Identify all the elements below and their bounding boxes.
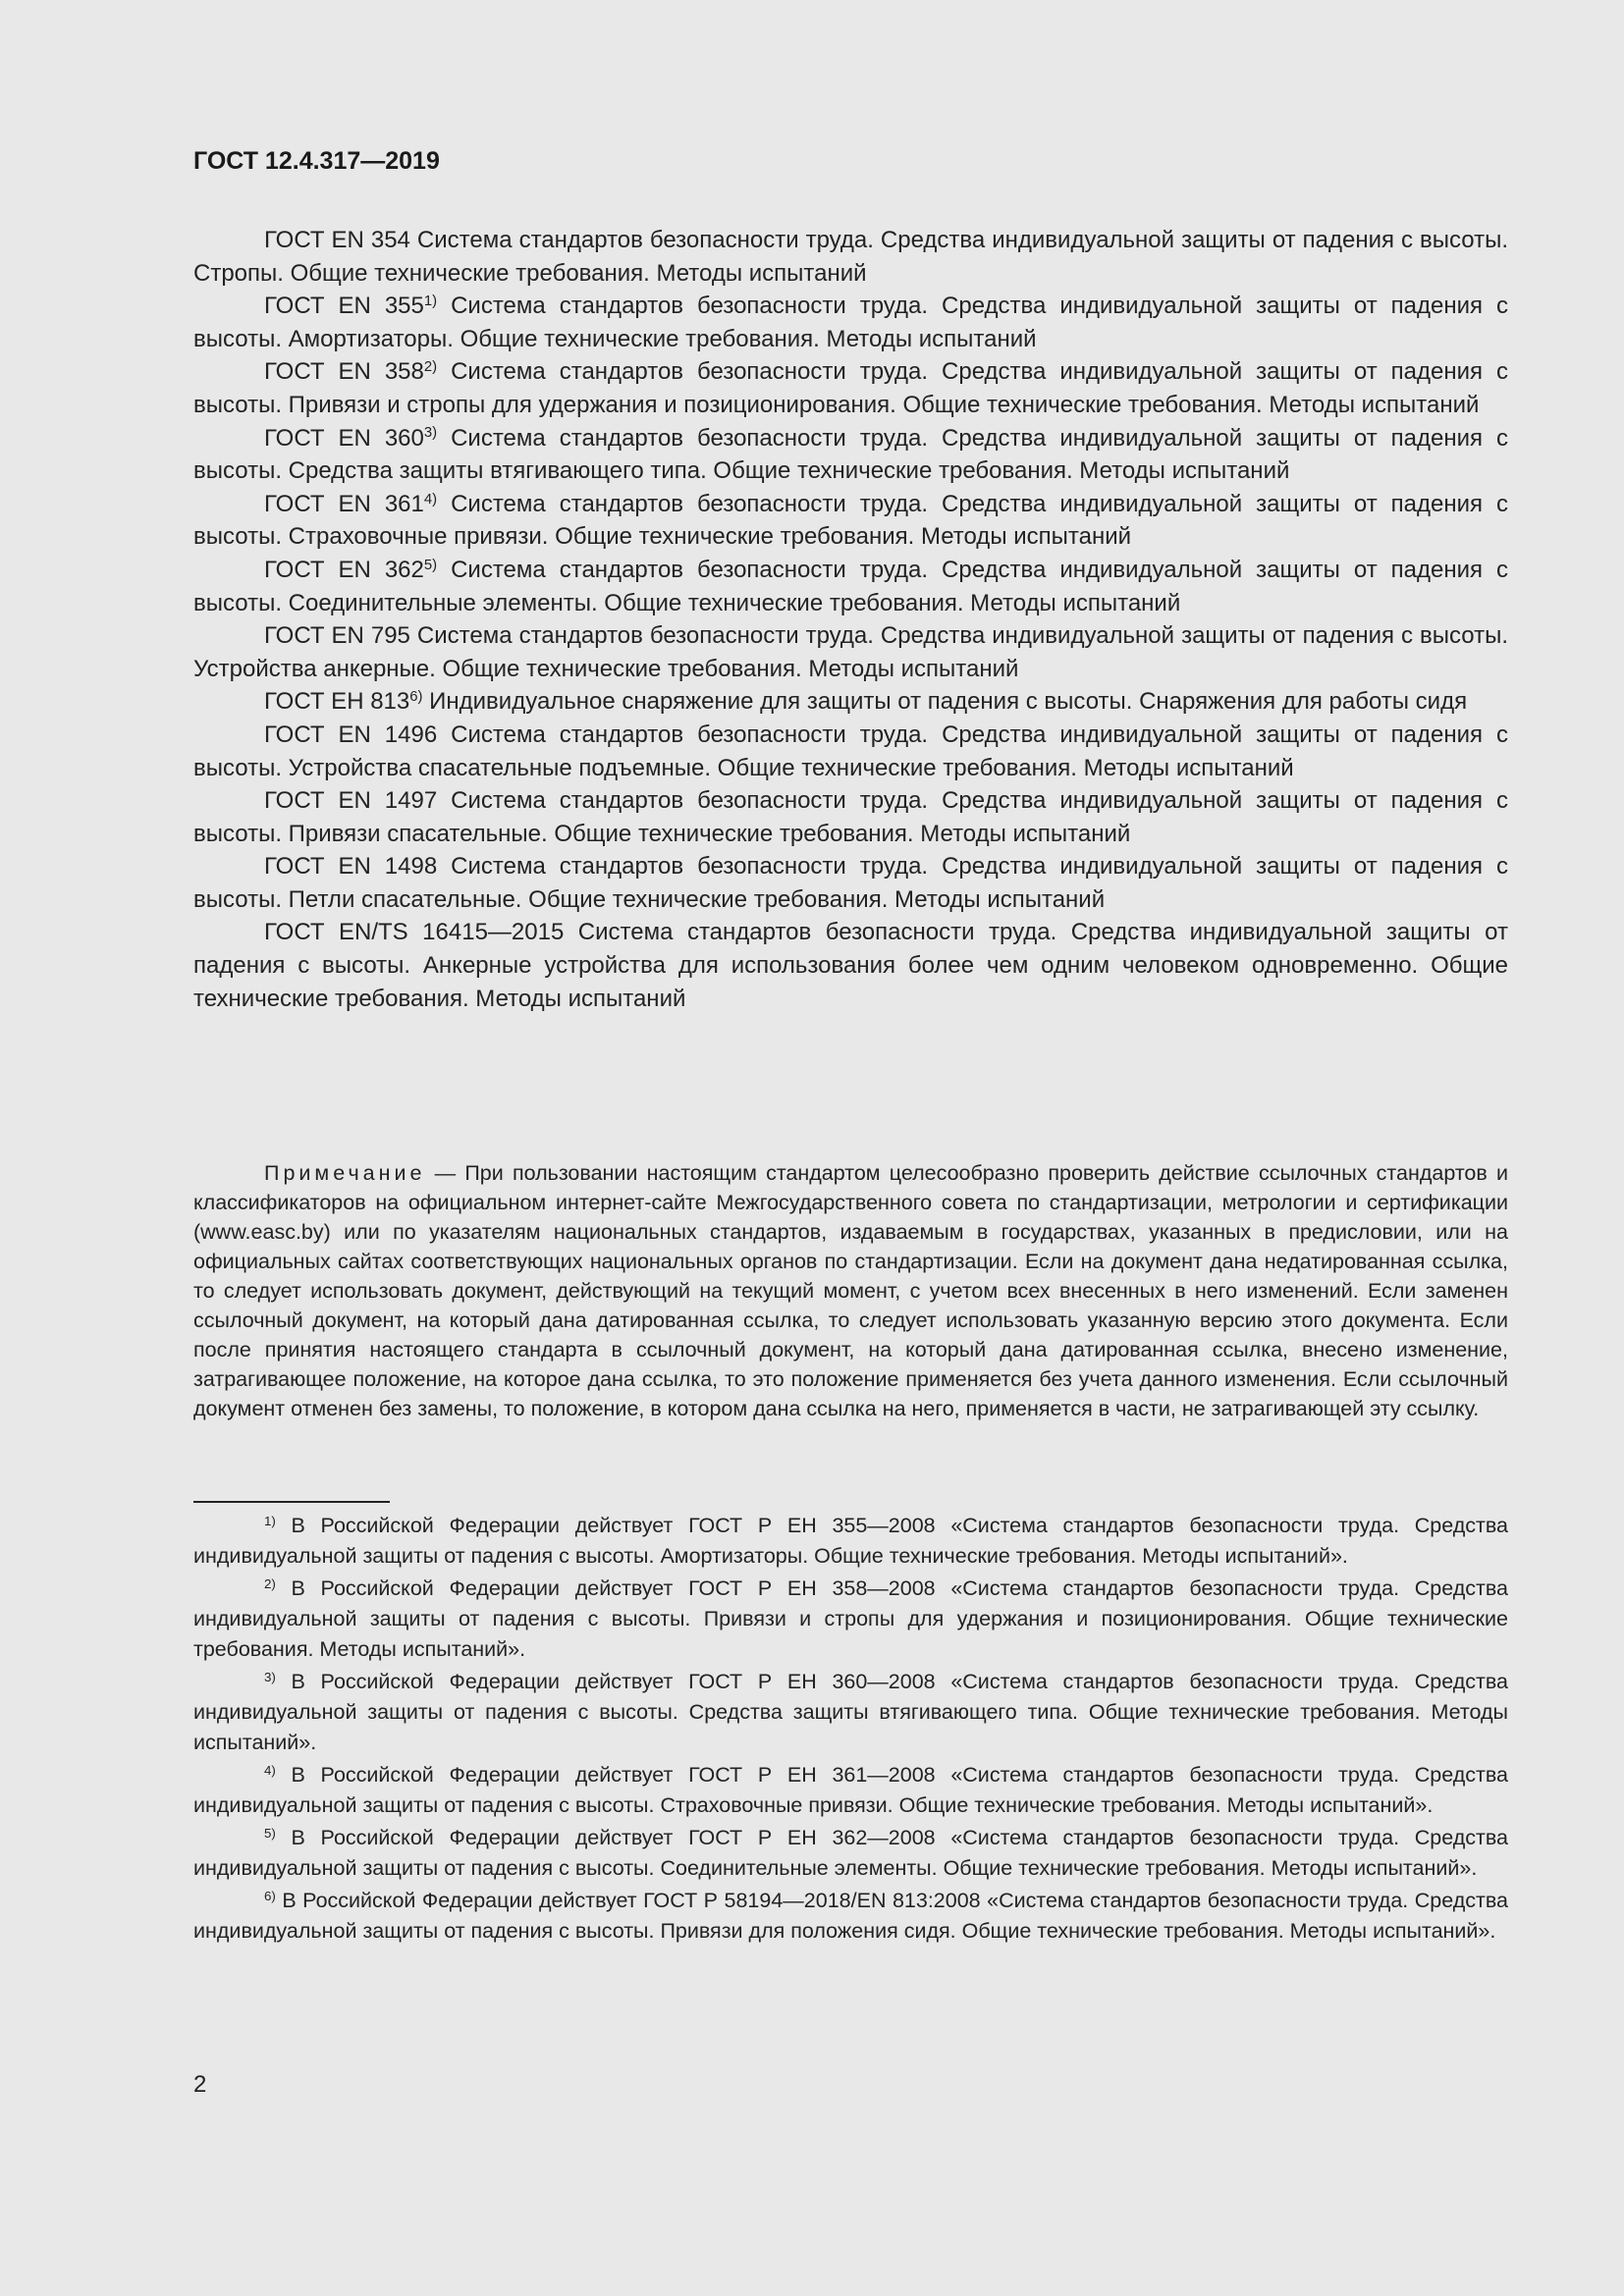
standard-header: ГОСТ 12.4.317—2019 bbox=[193, 147, 440, 175]
reference-code: ГОСТ EN 361 bbox=[264, 490, 424, 517]
reference-code: ГОСТ EN 362 bbox=[264, 556, 424, 583]
normative-references-list bbox=[193, 224, 1508, 1015]
footnote-mark: 2) bbox=[264, 1575, 276, 1591]
reference-code: ГОСТ EN 360 bbox=[264, 424, 424, 452]
reference-item bbox=[193, 685, 1508, 719]
page-number: 2 bbox=[193, 2071, 207, 2098]
reference-item bbox=[193, 224, 1508, 290]
footnote-text: В Российской Федерации действует ГОСТ Р ЕН 362—2008 «Система стандартов безопасности труда. Средства индивидуальной защиты от падения с высоты. Соединительные элементы. Общие технические требования. Методы испытаний». bbox=[193, 1826, 1508, 1880]
reference-code: ГОСТ ЕН 813 bbox=[264, 688, 410, 716]
reference-text: Система стандартов безопасности труда. Средства индивидуальной защиты от падения с высоты. Страховочные привязи. Общие технические требования. Методы испытаний bbox=[193, 490, 1508, 551]
reference-text: Система стандартов безопасности труда. Средства индивидуальной защиты от падения с высоты. Привязи спасательные. Общие технические требования. Методы испытаний bbox=[193, 787, 1509, 847]
footnote-text: В Российской Федерации действует ГОСТ Р ЕН 358—2008 «Система стандартов безопасности труда. Средства индивидуальной защиты от падения с высоты. Привязи и стропы для удержания и позиционирования. Общие технические требования. Методы испытаний». bbox=[193, 1576, 1508, 1661]
footnotes-list bbox=[193, 1511, 1508, 1949]
reference-item bbox=[193, 488, 1508, 554]
reference-code: ГОСТ EN 1496 bbox=[264, 721, 438, 748]
reference-item bbox=[193, 619, 1508, 685]
footnote-text: В Российской Федерации действует ГОСТ Р 58194—2018/EN 813:2008 «Система стандартов безопасности труда. Средства индивидуальной защиты от падения с высоты. Привязи для положения сидя. Общие технические требования. Методы испытаний». bbox=[193, 1889, 1508, 1943]
footnote-mark: 4) bbox=[264, 1762, 276, 1778]
footnote-ref: 2) bbox=[423, 359, 438, 376]
reference-item bbox=[193, 422, 1508, 488]
footnote-divider bbox=[193, 1501, 390, 1503]
reference-item bbox=[193, 355, 1508, 421]
footnote-item bbox=[193, 1667, 1508, 1758]
footnote-item bbox=[193, 1511, 1508, 1572]
footnote-item bbox=[193, 1886, 1508, 1947]
reference-code: ГОСТ EN 795 bbox=[264, 622, 410, 650]
reference-text: Система стандартов безопасности труда. Средства индивидуальной защиты от падения с высоты. Средства защиты втягивающего типа. Общие технические требования. Методы испытаний bbox=[193, 424, 1508, 485]
note-label: Примечание bbox=[264, 1161, 426, 1185]
reference-text: Система стандартов безопасности труда. Средства индивидуальной защиты от падения с высоты. Устройства анкерные. Общие технические требования. Методы испытаний bbox=[193, 622, 1508, 682]
reference-item bbox=[193, 850, 1508, 916]
footnote-item bbox=[193, 1760, 1508, 1821]
footnote-ref: 3) bbox=[423, 425, 438, 442]
reference-item bbox=[193, 554, 1508, 619]
reference-code: ГОСТ EN/TS 16415—2015 bbox=[264, 919, 565, 946]
footnote-mark: 3) bbox=[264, 1669, 276, 1684]
footnote-text: В Российской Федерации действует ГОСТ Р ЕН 360—2008 «Система стандартов безопасности труда. Средства индивидуальной защиты от падения с высоты. Средства защиты втягивающего типа. Общие технические требования. Методы испытаний». bbox=[193, 1670, 1508, 1754]
reference-text: Система стандартов безопасности труда. Средства индивидуальной защиты от падения с высоты. Устройства спасательные подъемные. Общие технические требования. Методы испытаний bbox=[193, 721, 1509, 781]
reference-text: Индивидуальное снаряжение для защиты от падения с высоты. Снаряжения для работы сидя bbox=[422, 688, 1468, 716]
footnote-mark: 5) bbox=[264, 1825, 276, 1841]
reference-item bbox=[193, 784, 1508, 850]
footnote-text: В Российской Федерации действует ГОСТ Р ЕН 355—2008 «Система стандартов безопасности труда. Средства индивидуальной защиты от падения с высоты. Амортизаторы. Общие технические требования. Методы испытаний». bbox=[193, 1514, 1508, 1568]
reference-text: Система стандартов безопасности труда. Средства индивидуальной защиты от падения с высоты. Петли спасательные. Общие технические требования. Методы испытаний bbox=[193, 853, 1509, 913]
footnote-text: В Российской Федерации действует ГОСТ Р ЕН 361—2008 «Система стандартов безопасности труда. Средства индивидуальной защиты от падения с высоты. Страховочные привязи. Общие технические требования. Методы испытаний». bbox=[193, 1763, 1508, 1817]
footnote-mark: 6) bbox=[264, 1888, 276, 1903]
reference-item bbox=[193, 290, 1508, 355]
footnote-ref: 5) bbox=[423, 557, 438, 573]
reference-text: Система стандартов безопасности труда. Средства индивидуальной защиты от падения с высоты. Соединительные элементы. Общие технические требования. Методы испытаний bbox=[193, 556, 1508, 616]
reference-code: ГОСТ EN 1498 bbox=[264, 853, 438, 881]
reference-text: Система стандартов безопасности труда. Средства индивидуальной защиты от падения с высоты. Стропы. Общие технические требования. Методы испытаний bbox=[193, 227, 1508, 287]
reference-item bbox=[193, 719, 1508, 784]
footnote-item bbox=[193, 1823, 1508, 1884]
footnote-ref: 4) bbox=[423, 491, 438, 507]
note-text: — При пользовании настоящим стандартом целесообразно проверить действие ссылочных стандартов и классификаторов на официальном интернет-сайте Межгосударственного совета по стандартизации, метрологии и сертификации (www.easc.by) или по указателям национальных стандартов, издаваемым в государствах, указанных в предисловии, или на официальных сайтах соответствующих национальных органов по стандартизации. Если на документ дана недатированная ссылка, то следует использовать документ, действующий на текущий момент, с учетом всех внесенных в него изменений. Если заменен ссылочный документ, на который дана датированная ссылка, то следует использовать указанную версию этого документа. Если после принятия настоящего стандарта в ссылочный документ, на который дана датированная ссылка, внесено изменение, затрагивающее положение, на которое дана ссылка, то это положение применяется без учета данного изменения. Если ссылочный документ отменен без замены, то положение, в котором дана ссылка на него, применяется в части, не затрагивающей эту ссылку. bbox=[193, 1161, 1508, 1420]
note-paragraph bbox=[193, 1158, 1508, 1423]
reference-code: ГОСТ EN 358 bbox=[264, 358, 424, 386]
reference-text: Система стандартов безопасности труда. Средства индивидуальной защиты от падения с высоты. Анкерные устройства для использования более чем одним человеком одновременно. Общие технические требования. Методы испытаний bbox=[193, 919, 1508, 1012]
reference-code: ГОСТ EN 355 bbox=[264, 293, 424, 320]
reference-text: Система стандартов безопасности труда. Средства индивидуальной защиты от падения с высоты. Привязи и стропы для удержания и позиционирования. Общие технические требования. Методы испытаний bbox=[193, 358, 1508, 418]
reference-code: ГОСТ EN 1497 bbox=[264, 787, 438, 815]
reference-item bbox=[193, 916, 1508, 1015]
reference-text: Система стандартов безопасности труда. Средства индивидуальной защиты от падения с высоты. Амортизаторы. Общие технические требования. Методы испытаний bbox=[193, 293, 1508, 352]
footnote-item bbox=[193, 1574, 1508, 1665]
footnote-mark: 1) bbox=[264, 1513, 276, 1528]
footnote-ref: 6) bbox=[409, 689, 423, 706]
footnote-ref: 1) bbox=[423, 294, 438, 310]
reference-code: ГОСТ EN 354 bbox=[264, 227, 410, 253]
